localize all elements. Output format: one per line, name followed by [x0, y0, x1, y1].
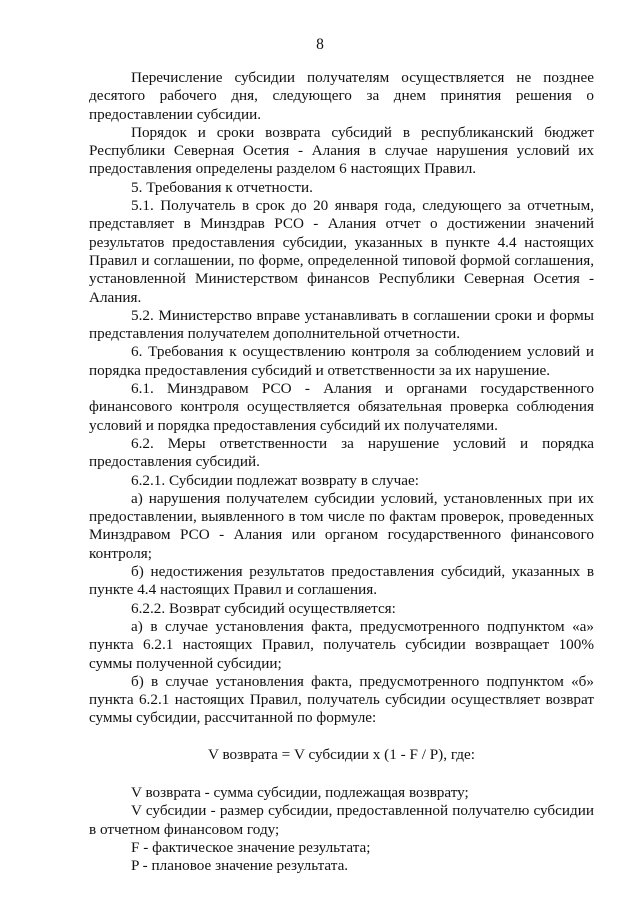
paragraph-return-procedure: Порядок и сроки возврата субсидий в республиканский бюджет Республики Северная Осетия - Алания в случае нарушения условий их предоставления определены разделом 6 настоящих Правил.: [89, 123, 594, 178]
list-item-a-violation: а) нарушения получателем субсидии условий, установленных при их предоставлении, выявленного в том числе по фактам проверок, проведенных Минздравом РСО - Алания или органом государственного финансового контроля;: [89, 489, 594, 562]
list-item-a-full-return: а) в случае установления факта, предусмотренного подпунктом «а» пункта 6.2.1 настоящих Правил, получатель субсидии возвращает 100% суммы полученной субсидии;: [89, 617, 594, 672]
paragraph-6-2-1: 6.2.1. Субсидии подлежат возврату в случае:: [131, 471, 419, 489]
definition-v-subsidy: V субсидии - размер субсидии, предоставленной получателю субсидии в отчетном финансовом году;: [89, 802, 594, 838]
paragraph-6-2: 6.2. Меры ответственности за нарушение условий и порядка предоставления субсидий.: [89, 434, 594, 471]
paragraph-6-2-2: 6.2.2. Возврат субсидий осуществляется:: [131, 599, 396, 617]
section-heading-control: 6. Требования к осуществлению контроля за соблюдением условий и порядка предоставления субсидий и ответственности за их нарушение.: [89, 343, 594, 379]
paragraph-5-2: 5.2. Министерство вправе устанавливать в соглашении сроки и формы представления получателем дополнительной отчетности.: [89, 306, 594, 343]
paragraph-transfer-deadline: Перечисление субсидии получателям осуществляется не позднее десятого рабочего дня, следующего за днем принятия решения о предоставлении субсидии.: [89, 69, 594, 123]
paragraph-5-1: 5.1. Получатель в срок до 20 января года, следующего за отчетным, представляет в Минздрав РСО - Алания отчет о достижении значений результатов предоставления субсидии, указанных в пункте 4.4 настоящих Правил и соглашении, по форме, определенной типовой формой соглашения, установленной Министерством финансов Республики Северная Осетия - Алания.: [89, 197, 594, 306]
list-item-b-results: б) недостижения результатов предоставления субсидий, указанных в пункте 4.4 настоящих Правил и соглашения.: [89, 563, 594, 599]
definition-f: F - фактическое значение результата;: [131, 838, 371, 856]
paragraph-6-1: 6.1. Минздравом РСО - Алания и органами государственного финансового контроля осуществляется обязательная проверка соблюдения условий и порядка предоставления субсидий их получателями.: [89, 380, 594, 434]
page-number: 8: [316, 36, 324, 53]
list-item-b-formula-return: б) в случае установления факта, предусмотренного подпунктом «б» пункта 6.2.1 настоящих Правил, получатель субсидии осуществляет возврат суммы субсидии, рассчитанной по формуле:: [89, 672, 594, 727]
definition-v-return: V возврата - сумма субсидии, подлежащая возврату;: [131, 783, 469, 801]
definition-p: P - плановое значение результата.: [131, 857, 349, 875]
return-formula: V возврата = V субсидии x (1 - F / P), где:: [208, 745, 475, 763]
section-heading-reporting: 5. Требования к отчетности.: [131, 178, 313, 196]
document-body: [89, 69, 594, 875]
